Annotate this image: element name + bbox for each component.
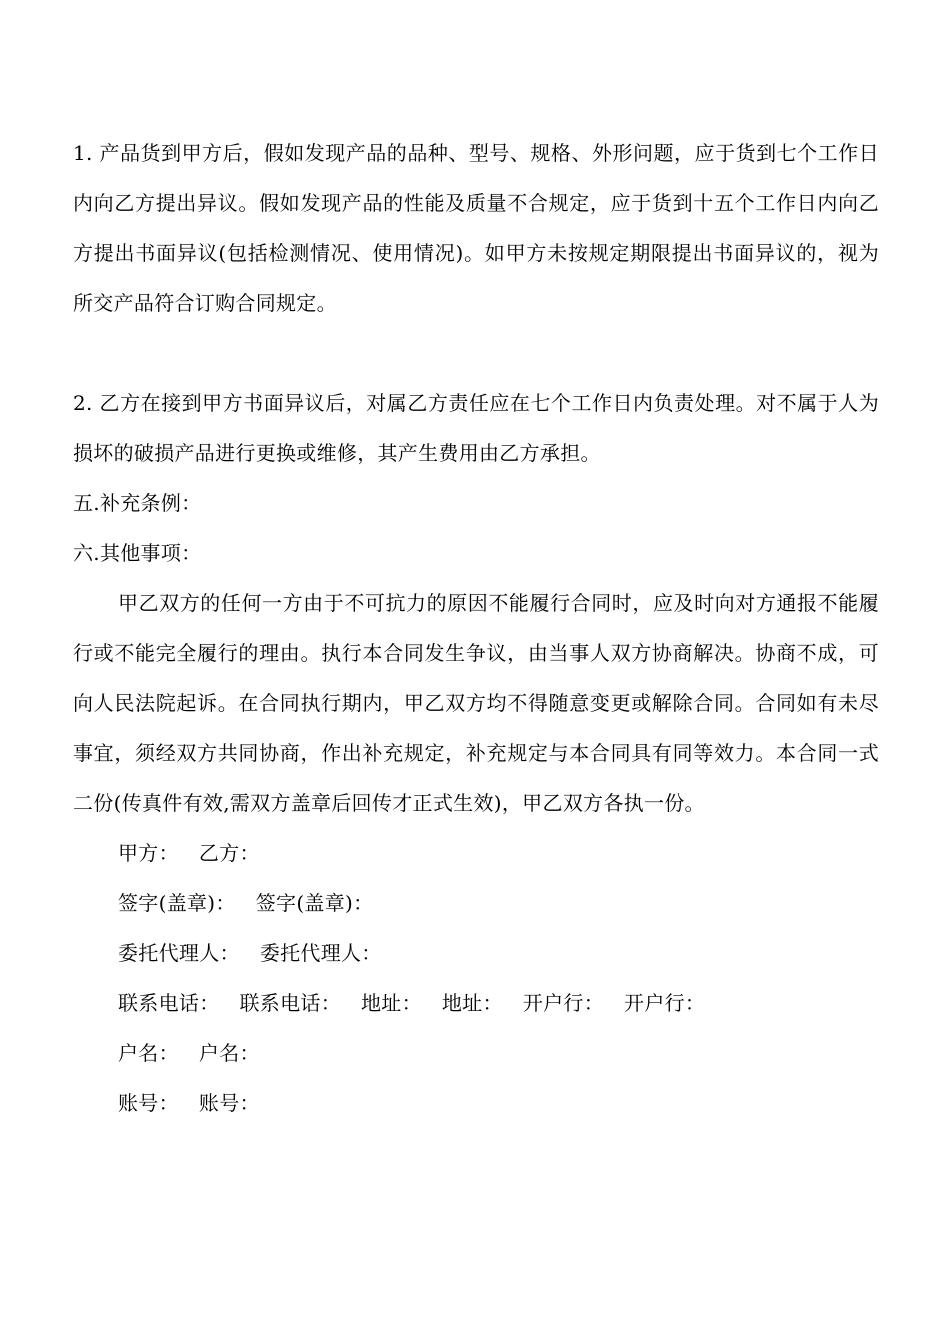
signature-account-name-line [73, 1028, 879, 1078]
signature-agent-line [73, 928, 879, 978]
signature-sign-line [73, 878, 879, 928]
bank-a-label: 开户行： [522, 991, 605, 1015]
signature-block [73, 828, 879, 1128]
sign-b-label: 签字(盖章)： [255, 891, 374, 915]
contract-page [73, 128, 879, 1128]
address-b-label: 地址： [441, 991, 503, 1015]
sign-a-label: 签字(盖章)： [118, 891, 236, 915]
clause-1: 1. 产品货到甲方后，假如发现产品的品种、型号、规格、外形问题，应于货到七个工作日内向乙方提出异议。假如发现产品的性能及质量不合规定，应于货到十五个工作日内向乙方提出书面异议(包括检测情况、使用情况)。如甲方未按规定期限提出书面异议的，视为所交产品符合订购合同规定。 [73, 141, 879, 315]
section-6-body: 甲乙双方的任何一方由于不可抗力的原因不能履行合同时，应及时向对方通报不能履行或不能完全履行的理由。执行本合同发生争议，由当事人双方协商解决。协商不成，可向人民法院起诉。在合同执行期内，甲乙双方均不得随意变更或解除合同。合同如有未尽事宜，须经双方共同协商，作出补充规定，补充规定与本合同具有同等效力。本合同一式二份(传真件有效,需双方盖章后回传才正式生效)，甲乙双方各执一份。 [73, 591, 879, 815]
party-a-label: 甲方： [118, 841, 179, 865]
section-6-title: 六.其他事项： [73, 541, 202, 565]
signature-account-no-line [73, 1078, 879, 1128]
signature-contact-line [73, 978, 879, 1028]
phone-a-label: 联系电话： [118, 991, 220, 1015]
agent-a-label: 委托代理人： [118, 941, 240, 965]
phone-b-label: 联系电话： [239, 991, 341, 1015]
account-no-b-label: 账号： [198, 1091, 260, 1115]
account-name-b-label: 户名： [198, 1041, 260, 1065]
party-b-label: 乙方： [198, 841, 260, 865]
section-5-title: 五.补充条例： [73, 491, 202, 515]
bank-b-label: 开户行： [624, 991, 706, 1015]
address-a-label: 地址： [361, 991, 422, 1015]
agent-b-label: 委托代理人： [259, 941, 382, 965]
account-no-a-label: 账号： [118, 1091, 179, 1115]
account-name-a-label: 户名： [118, 1041, 179, 1065]
signature-party-line [73, 828, 879, 878]
clause-2: 2. 乙方在接到甲方书面异议后，对属乙方责任应在七个工作日内负责处理。对不属于人为损坏的破损产品进行更换或维修，其产生费用由乙方承担。 [73, 391, 879, 465]
